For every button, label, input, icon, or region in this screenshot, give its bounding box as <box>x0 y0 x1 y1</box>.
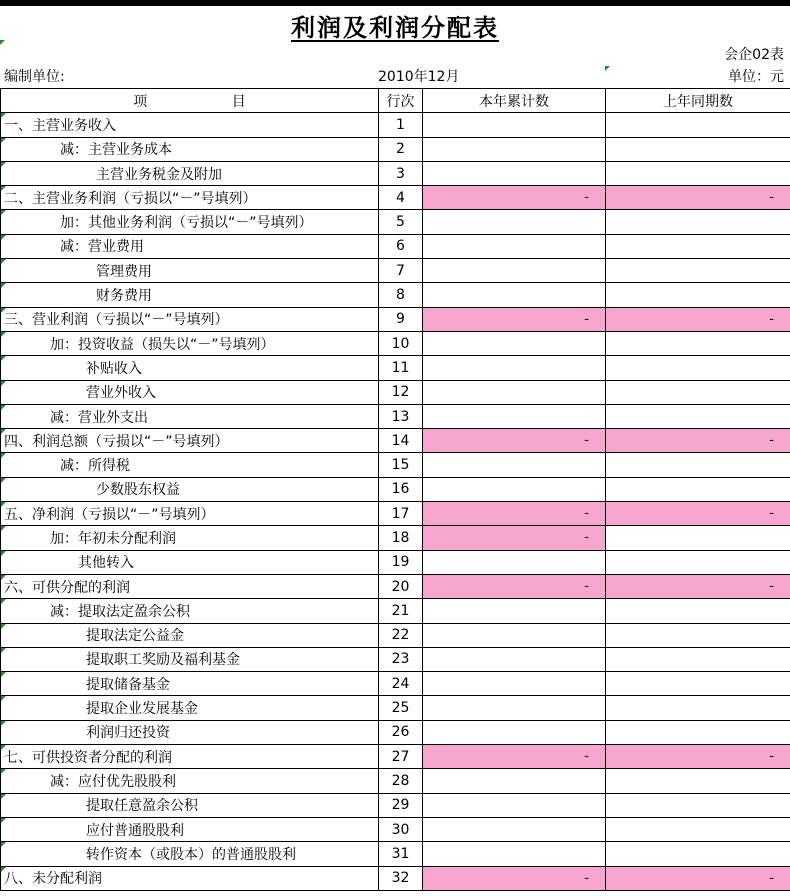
previous-value-cell[interactable] <box>606 842 790 866</box>
previous-value-cell[interactable] <box>606 769 790 793</box>
table-row <box>1 210 790 234</box>
row-number-cell[interactable]: 11 <box>379 356 423 380</box>
current-value-cell[interactable] <box>423 137 606 161</box>
table-row <box>1 745 790 769</box>
item-cell[interactable]: 提取企业发展基金 <box>1 696 379 720</box>
item-cell[interactable]: 管理费用 <box>1 259 379 283</box>
row-number-cell[interactable]: 21 <box>379 599 423 623</box>
item-cell[interactable]: 减：营业费用 <box>1 234 379 258</box>
current-value-cell[interactable] <box>423 769 606 793</box>
table-row <box>1 550 790 574</box>
previous-value-cell[interactable] <box>606 817 790 841</box>
header-current[interactable]: 本年累计数 <box>423 89 606 113</box>
current-value-cell[interactable] <box>423 623 606 647</box>
table-row <box>1 574 790 598</box>
row-number-cell[interactable]: 3 <box>379 161 423 185</box>
current-value-cell[interactable]: - <box>423 186 606 210</box>
header-item-a: 项 <box>133 93 148 110</box>
table-row <box>1 283 790 307</box>
current-value-cell[interactable]: - <box>423 307 606 331</box>
table-row <box>1 502 790 526</box>
item-cell[interactable]: 应付普通股股利 <box>1 817 379 841</box>
item-cell[interactable]: 减：营业外支出 <box>1 404 379 428</box>
current-value-cell[interactable] <box>423 550 606 574</box>
item-cell[interactable]: 主营业务税金及附加 <box>1 161 379 185</box>
row-number-cell[interactable]: 15 <box>379 453 423 477</box>
row-number-cell[interactable]: 1 <box>379 113 423 137</box>
row-number-cell[interactable]: 5 <box>379 210 423 234</box>
previous-value-cell[interactable] <box>606 672 790 696</box>
previous-value-cell[interactable] <box>606 259 790 283</box>
previous-value-cell[interactable] <box>606 404 790 428</box>
previous-value-cell[interactable] <box>606 623 790 647</box>
row-number-cell[interactable]: 24 <box>379 672 423 696</box>
previous-value-cell[interactable] <box>606 283 790 307</box>
item-cell[interactable]: 一、主营业务收入 <box>1 113 379 137</box>
previous-value-cell[interactable] <box>606 696 790 720</box>
current-value-cell[interactable] <box>423 647 606 671</box>
previous-value-cell[interactable] <box>606 599 790 623</box>
table-row <box>1 161 790 185</box>
previous-value-cell[interactable] <box>606 356 790 380</box>
row-number-cell[interactable]: 4 <box>379 186 423 210</box>
table-row <box>1 866 790 890</box>
current-value-cell[interactable] <box>423 331 606 355</box>
current-value-cell[interactable] <box>423 210 606 234</box>
row-number-cell[interactable]: 9 <box>379 307 423 331</box>
row-number-cell[interactable]: 17 <box>379 502 423 526</box>
item-cell[interactable]: 营业外收入 <box>1 380 379 404</box>
row-number-cell[interactable]: 16 <box>379 477 423 501</box>
table-row <box>1 793 790 817</box>
table-row <box>1 842 790 866</box>
current-value-cell[interactable] <box>423 817 606 841</box>
row-number-cell[interactable]: 12 <box>379 380 423 404</box>
comment-marker-icon <box>605 66 610 71</box>
table-row <box>1 672 790 696</box>
top-edge <box>0 0 790 6</box>
current-value-cell[interactable] <box>423 234 606 258</box>
current-value-cell[interactable] <box>423 380 606 404</box>
item-cell[interactable]: 加：年初未分配利润 <box>1 526 379 550</box>
current-value-cell[interactable]: - <box>423 526 606 550</box>
previous-value-cell[interactable]: - <box>606 186 790 210</box>
header-item[interactable] <box>1 89 379 113</box>
row-number-cell[interactable]: 32 <box>379 866 423 890</box>
item-cell[interactable]: 减：应付优先股股利 <box>1 769 379 793</box>
current-value-cell[interactable] <box>423 356 606 380</box>
item-cell[interactable]: 减：所得税 <box>1 453 379 477</box>
row-number-cell[interactable]: 7 <box>379 259 423 283</box>
table-row <box>1 356 790 380</box>
item-cell[interactable]: 提取法定公益金 <box>1 623 379 647</box>
table-row <box>1 331 790 355</box>
current-value-cell[interactable] <box>423 453 606 477</box>
previous-value-cell[interactable] <box>606 477 790 501</box>
table-row <box>1 526 790 550</box>
row-number-cell[interactable]: 18 <box>379 526 423 550</box>
header-row <box>1 89 790 113</box>
item-cell[interactable]: 八、未分配利润 <box>1 866 379 890</box>
item-cell[interactable]: 提取储备基金 <box>1 672 379 696</box>
current-value-cell[interactable] <box>423 696 606 720</box>
row-number-cell[interactable]: 19 <box>379 550 423 574</box>
previous-value-cell[interactable]: - <box>606 502 790 526</box>
current-value-cell[interactable] <box>423 161 606 185</box>
previous-value-cell[interactable] <box>606 720 790 744</box>
previous-value-cell[interactable] <box>606 113 790 137</box>
previous-value-cell[interactable] <box>606 137 790 161</box>
item-cell[interactable]: 提取任意盈余公积 <box>1 793 379 817</box>
current-value-cell[interactable] <box>423 672 606 696</box>
row-number-cell[interactable]: 6 <box>379 234 423 258</box>
comment-marker-icon <box>0 40 5 45</box>
previous-value-cell[interactable]: - <box>606 574 790 598</box>
previous-value-cell[interactable]: - <box>606 429 790 453</box>
current-value-cell[interactable] <box>423 720 606 744</box>
item-cell[interactable]: 四、利润总额（亏损以“－”号填列） <box>1 429 379 453</box>
item-cell[interactable]: 三、营业利润（亏损以“－”号填列） <box>1 307 379 331</box>
table-row <box>1 137 790 161</box>
row-number-cell[interactable]: 29 <box>379 793 423 817</box>
table-row <box>1 817 790 841</box>
row-number-cell[interactable]: 23 <box>379 647 423 671</box>
previous-value-cell[interactable] <box>606 331 790 355</box>
table-body <box>1 113 790 891</box>
current-value-cell[interactable] <box>423 283 606 307</box>
prepared-by-label[interactable]: 编制单位: <box>4 69 65 85</box>
table-row <box>1 113 790 137</box>
row-number-cell[interactable]: 22 <box>379 623 423 647</box>
item-cell[interactable]: 五、净利润（亏损以“－”号填列） <box>1 502 379 526</box>
current-value-cell[interactable] <box>423 404 606 428</box>
profit-table <box>0 88 790 891</box>
table-row <box>1 234 790 258</box>
item-cell[interactable]: 补贴收入 <box>1 356 379 380</box>
table-row <box>1 696 790 720</box>
previous-value-cell[interactable] <box>606 234 790 258</box>
period-cell[interactable]: 2010年12月 <box>378 69 460 85</box>
table-row <box>1 453 790 477</box>
row-number-cell[interactable]: 26 <box>379 720 423 744</box>
row-number-cell[interactable]: 27 <box>379 745 423 769</box>
item-cell[interactable]: 其他转入 <box>1 550 379 574</box>
previous-value-cell[interactable] <box>606 380 790 404</box>
header-previous[interactable]: 上年同期数 <box>606 89 790 113</box>
current-value-cell[interactable] <box>423 259 606 283</box>
table-row <box>1 769 790 793</box>
header-item-b: 目 <box>231 93 246 110</box>
current-value-cell[interactable]: - <box>423 574 606 598</box>
current-value-cell[interactable] <box>423 842 606 866</box>
previous-value-cell[interactable] <box>606 647 790 671</box>
item-cell[interactable]: 利润归还投资 <box>1 720 379 744</box>
title-text: 利润及利润分配表 <box>291 14 499 42</box>
table-row <box>1 720 790 744</box>
current-value-cell[interactable] <box>423 113 606 137</box>
current-value-cell[interactable]: - <box>423 502 606 526</box>
page-title <box>0 8 790 43</box>
item-cell[interactable]: 提取职工奖励及福利基金 <box>1 647 379 671</box>
item-cell[interactable]: 少数股东权益 <box>1 477 379 501</box>
table-row <box>1 380 790 404</box>
table-row <box>1 477 790 501</box>
current-value-cell[interactable]: - <box>423 429 606 453</box>
row-number-cell[interactable]: 28 <box>379 769 423 793</box>
table-row <box>1 599 790 623</box>
current-value-cell[interactable] <box>423 793 606 817</box>
header-row-no[interactable]: 行次 <box>379 89 423 113</box>
table-row <box>1 186 790 210</box>
row-number-cell[interactable]: 13 <box>379 404 423 428</box>
item-cell[interactable]: 加：投资收益（损失以“－”号填列） <box>1 331 379 355</box>
previous-value-cell[interactable] <box>606 453 790 477</box>
row-number-cell[interactable]: 8 <box>379 283 423 307</box>
row-number-cell[interactable]: 31 <box>379 842 423 866</box>
form-code: 会企02表 <box>724 47 784 63</box>
row-number-cell[interactable]: 20 <box>379 574 423 598</box>
unit-label: 单位：元 <box>728 69 784 85</box>
current-value-cell[interactable]: - <box>423 745 606 769</box>
item-cell[interactable]: 财务费用 <box>1 283 379 307</box>
previous-value-cell[interactable] <box>606 793 790 817</box>
item-cell[interactable]: 减：主营业务成本 <box>1 137 379 161</box>
current-value-cell[interactable] <box>423 477 606 501</box>
item-cell[interactable]: 七、可供投资者分配的利润 <box>1 745 379 769</box>
previous-value-cell[interactable]: - <box>606 745 790 769</box>
previous-value-cell[interactable]: - <box>606 307 790 331</box>
previous-value-cell[interactable] <box>606 526 790 550</box>
row-number-cell[interactable]: 2 <box>379 137 423 161</box>
current-value-cell[interactable]: - <box>423 866 606 890</box>
table-row <box>1 404 790 428</box>
item-cell[interactable]: 转作资本（或股本）的普通股股利 <box>1 842 379 866</box>
item-cell[interactable]: 二、主营业务利润（亏损以“－”号填列） <box>1 186 379 210</box>
row-number-cell[interactable]: 10 <box>379 331 423 355</box>
table-row <box>1 307 790 331</box>
current-value-cell[interactable] <box>423 599 606 623</box>
item-cell[interactable]: 减：提取法定盈余公积 <box>1 599 379 623</box>
row-number-cell[interactable]: 14 <box>379 429 423 453</box>
table-row <box>1 647 790 671</box>
previous-value-cell[interactable] <box>606 161 790 185</box>
previous-value-cell[interactable]: - <box>606 866 790 890</box>
item-cell[interactable]: 加：其他业务利润（亏损以“－”号填列） <box>1 210 379 234</box>
table-row <box>1 623 790 647</box>
item-cell[interactable]: 六、可供分配的利润 <box>1 574 379 598</box>
previous-value-cell[interactable] <box>606 210 790 234</box>
previous-value-cell[interactable] <box>606 550 790 574</box>
table-row <box>1 429 790 453</box>
row-number-cell[interactable]: 25 <box>379 696 423 720</box>
table-row <box>1 259 790 283</box>
row-number-cell[interactable]: 30 <box>379 817 423 841</box>
